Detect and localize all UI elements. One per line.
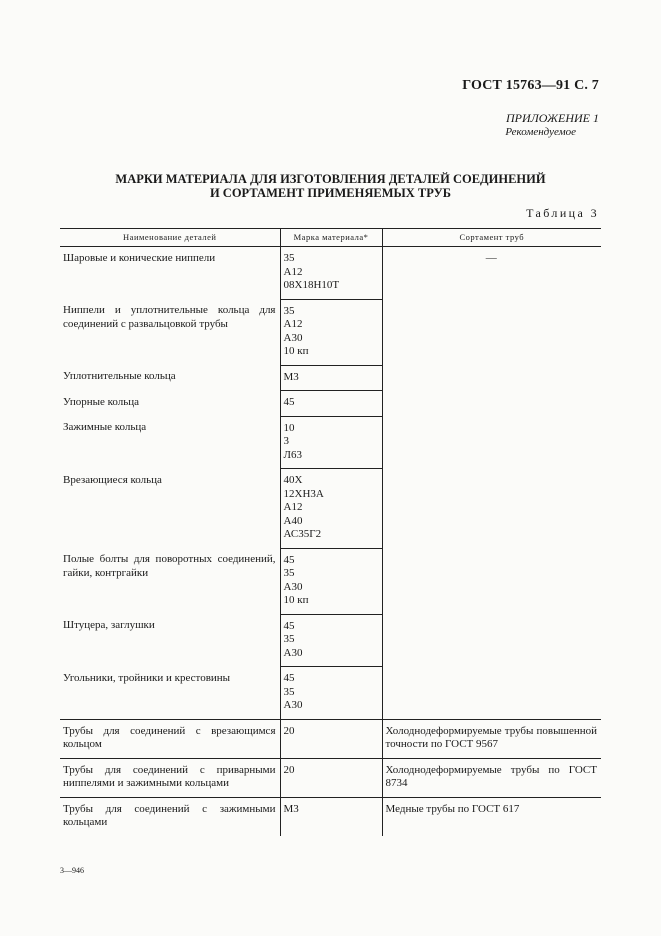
part-name: Штуцера, заглушки	[63, 619, 155, 631]
part-name: Врезающиеся кольца	[63, 473, 162, 486]
footer-code: 3—946	[60, 866, 84, 875]
material-grade: 45	[283, 672, 295, 684]
material-grade: 12ХН3А	[283, 487, 324, 500]
materials-table	[60, 228, 601, 836]
part-name: Трубы для соединений с врезающимся кольцом	[60, 719, 280, 758]
material-cell	[280, 548, 382, 614]
material-grade: 10 кп	[283, 594, 309, 606]
column-header-assortment: Сортамент труб	[382, 229, 601, 247]
column-header-part-name: Наименование деталей	[60, 229, 280, 247]
material-grade: А40	[283, 514, 303, 527]
material-grade: 20	[280, 758, 382, 797]
material-cell	[280, 416, 382, 469]
material-grade: Л63	[283, 448, 302, 461]
part-name: Угольники, тройники и крестовины	[63, 671, 231, 684]
material-cell	[280, 247, 382, 300]
pipe-assortment: Холоднодеформируемые трубы повышенной точности по ГОСТ 9567	[382, 719, 601, 758]
part-name: Полые болты для поворотных соединений, гайки, контргайки	[63, 553, 276, 579]
material-grade: 20	[280, 719, 382, 758]
material-cell	[280, 299, 382, 365]
material-grade: 35	[283, 633, 295, 645]
material-grade: А30	[283, 331, 303, 344]
part-name: Трубы для соединений с зажимными кольцами	[60, 797, 280, 836]
part-name: Ниппели и уплотнительные кольца для соединений с развальцовкой трубы	[63, 304, 276, 330]
part-name: Шаровые и конические ниппели	[63, 252, 216, 264]
appendix-label: ПРИЛОЖЕНИЕ 1	[506, 111, 599, 125]
part-name: Зажимные кольца	[63, 421, 147, 433]
material-grade: 35	[283, 567, 295, 579]
material-grade: 35	[283, 685, 295, 698]
material-grade: 45	[283, 396, 295, 408]
material-grade: А30	[283, 646, 303, 659]
material-cell	[280, 469, 382, 549]
material-grade: АС35Г2	[283, 528, 322, 540]
table-label: Таблица 3	[526, 206, 599, 220]
material-cell	[280, 614, 382, 667]
material-grade: 35	[283, 252, 295, 264]
material-grade: А30	[283, 699, 303, 711]
material-grade: А12	[283, 265, 303, 278]
material-grade: 45	[283, 553, 295, 566]
material-grade: 10 кп	[283, 345, 309, 357]
table-header-row	[60, 229, 601, 247]
material-grade: М3	[283, 370, 299, 383]
part-name: Упорные кольца	[63, 395, 140, 408]
appendix-note: Рекомендуемое	[505, 126, 576, 138]
part-name: Трубы для соединений с приварными ниппелями и зажимными кольцами	[60, 758, 280, 797]
table-row	[60, 719, 601, 758]
table-row	[60, 247, 601, 300]
material-grade: 40Х	[283, 474, 303, 486]
material-grade: 35	[283, 304, 295, 317]
pipe-assortment: Медные трубы по ГОСТ 617	[382, 797, 601, 836]
pipe-assortment: Холоднодеформируемые трубы по ГОСТ 8734	[382, 758, 601, 797]
material-grade: 3	[283, 435, 289, 447]
part-name: Уплотнительные кольца	[63, 370, 176, 382]
material-cell	[280, 667, 382, 720]
material-grade: А12	[283, 318, 303, 330]
assortment-merged-cell: —	[382, 247, 601, 720]
document-title-line-1: МАРКИ МАТЕРИАЛА ДЛЯ ИЗГОТОВЛЕНИЯ ДЕТАЛЕЙ СОЕДИНЕНИЙ	[115, 172, 546, 186]
table-row	[60, 797, 601, 836]
document-title-line-2: И СОРТАМЕНТ ПРИМЕНЯЕМЫХ ТРУБ	[209, 186, 452, 200]
material-cell	[280, 391, 382, 417]
material-grade: 45	[283, 619, 295, 632]
material-grade: М3	[280, 797, 382, 836]
material-cell	[280, 365, 382, 391]
material-grade: А12	[283, 501, 303, 513]
material-grade: 10	[283, 421, 295, 434]
page-header: ГОСТ 15763—91 С. 7	[462, 78, 599, 93]
material-grade: 08Х18Н10Т	[283, 279, 340, 291]
table-row	[60, 758, 601, 797]
material-grade: А30	[283, 580, 303, 593]
column-header-material: Марка материала*	[280, 229, 382, 247]
